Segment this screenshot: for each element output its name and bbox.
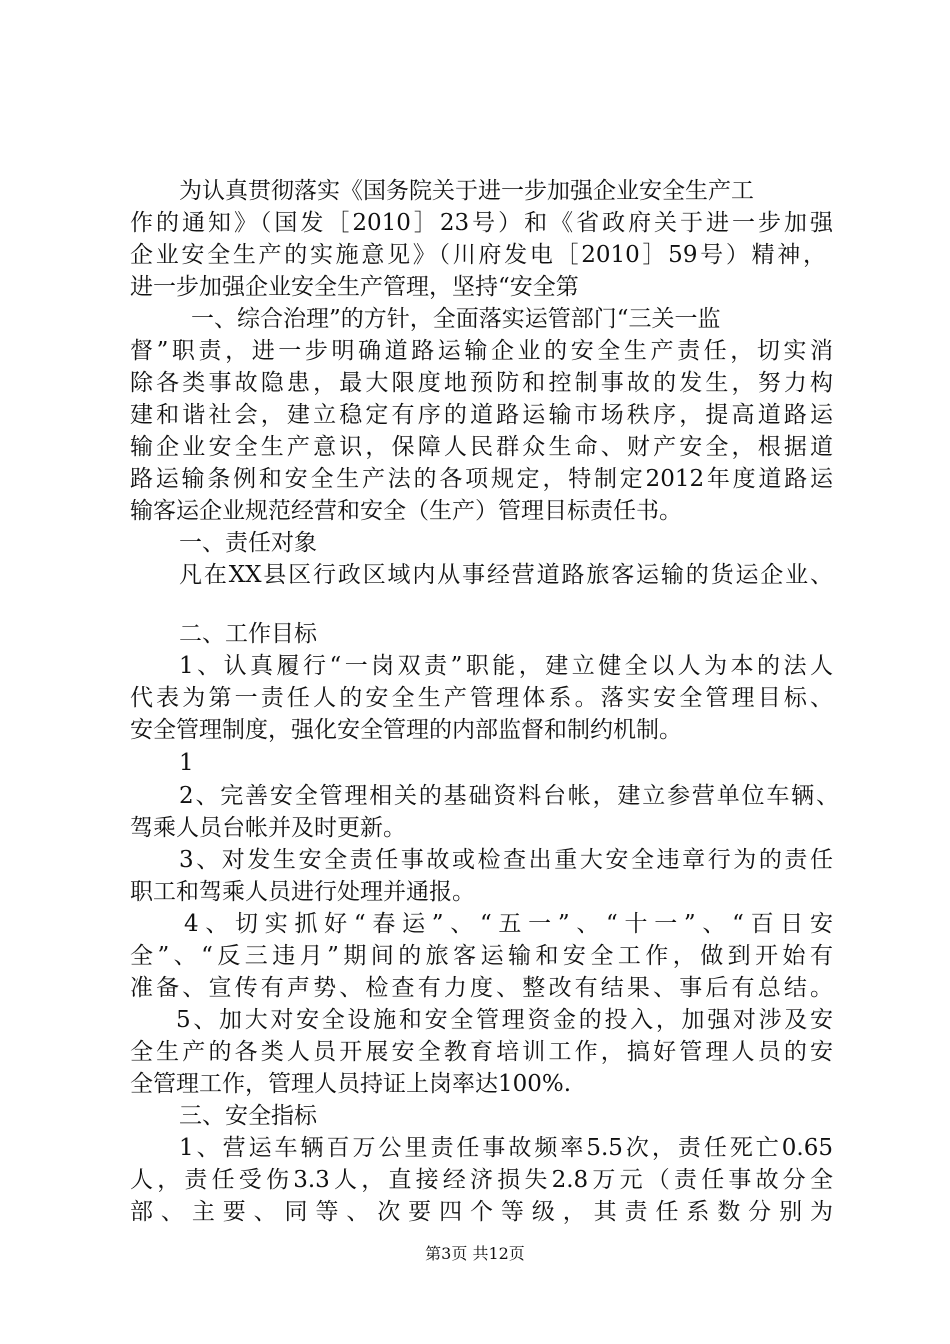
- paragraph-line: 准备、宣传有声势、检查有力度、整改有结果、事后有总结。: [130, 975, 833, 1001]
- section-heading: 三、安全指标: [179, 1103, 317, 1129]
- paragraph-line: 4、切实抓好“春运”、“五一”、“十一”、“百日安: [184, 911, 833, 937]
- section-heading: 二、工作目标: [179, 621, 317, 647]
- paragraph-line: 路运输条例和安全生产法的各项规定，特制定2012年度道路运: [130, 466, 833, 492]
- paragraph-line: 除各类事故隐患，最大限度地预防和控制事故的发生，努力构: [130, 370, 833, 396]
- section-heading: 一、责任对象: [179, 530, 317, 556]
- paragraph-line: 凡在XX县区行政区域内从事经营道路旅客运输的货运企业、: [179, 562, 833, 588]
- paragraph-line: 全管理工作，管理人员持证上岗率达100%.: [130, 1071, 572, 1097]
- paragraph-line: 3、对发生安全责任事故或检查出重大安全违章行为的责任: [179, 847, 833, 873]
- page-number-marker: 1: [179, 750, 194, 776]
- paragraph-line: 安全管理制度，强化安全管理的内部监督和制约机制。: [130, 717, 682, 743]
- paragraph-line: 全生产的各类人员开展安全教育培训工作，搞好管理人员的安: [130, 1039, 833, 1065]
- paragraph-line: 输企业安全生产意识，保障人民群众生命、财产安全，根据道: [130, 434, 833, 460]
- paragraph-line: 职工和驾乘人员进行处理并通报。: [130, 879, 475, 905]
- paragraph-line: 2、完善安全管理相关的基础资料台帐，建立参营单位车辆、: [179, 783, 839, 809]
- paragraph-line: 全”、“反三违月”期间的旅客运输和安全工作，做到开始有: [130, 943, 833, 969]
- paragraph-line: 5、加大对安全设施和安全管理资金的投入，加强对涉及安: [176, 1007, 833, 1033]
- paragraph-line: 1、认真履行“一岗双责”职能，建立健全以人为本的法人: [179, 653, 833, 679]
- paragraph-line: 部、主要、同等、次要四个等级，其责任系数分别为: [130, 1199, 833, 1225]
- page-footer: 第3页 共12页: [425, 1244, 525, 1263]
- paragraph-line: 进一步加强企业安全生产管理，坚持“安全第: [130, 274, 579, 300]
- paragraph-line: 一、综合治理”的方针，全面落实运管部门“三关一监: [191, 306, 721, 332]
- paragraph-line: 1、营运车辆百万公里责任事故频率5.5次，责任死亡0.65: [179, 1135, 833, 1161]
- paragraph-line: 作的通知》（国发［2010］23号）和《省政府关于进一步加强: [130, 210, 833, 236]
- paragraph-line: 代表为第一责任人的安全生产管理体系。落实安全管理目标、: [130, 685, 833, 711]
- paragraph-line: 驾乘人员台帐并及时更新。: [130, 815, 406, 841]
- paragraph-line: 督”职责，进一步明确道路运输企业的安全生产责任，切实消: [130, 338, 833, 364]
- paragraph-line: 为认真贯彻落实《国务院关于进一步加强企业安全生产工: [179, 178, 754, 204]
- paragraph-line: 人，责任受伤3.3人，直接经济损失2.8万元（责任事故分全: [130, 1167, 833, 1193]
- paragraph-line: 企业安全生产的实施意见》（川府发电［2010］59号）精神，: [130, 242, 826, 268]
- paragraph-line: 建和谐社会，建立稳定有序的道路运输市场秩序，提高道路运: [130, 402, 833, 428]
- paragraph-line: 输客运企业规范经营和安全（生产）管理目标责任书。: [130, 498, 682, 524]
